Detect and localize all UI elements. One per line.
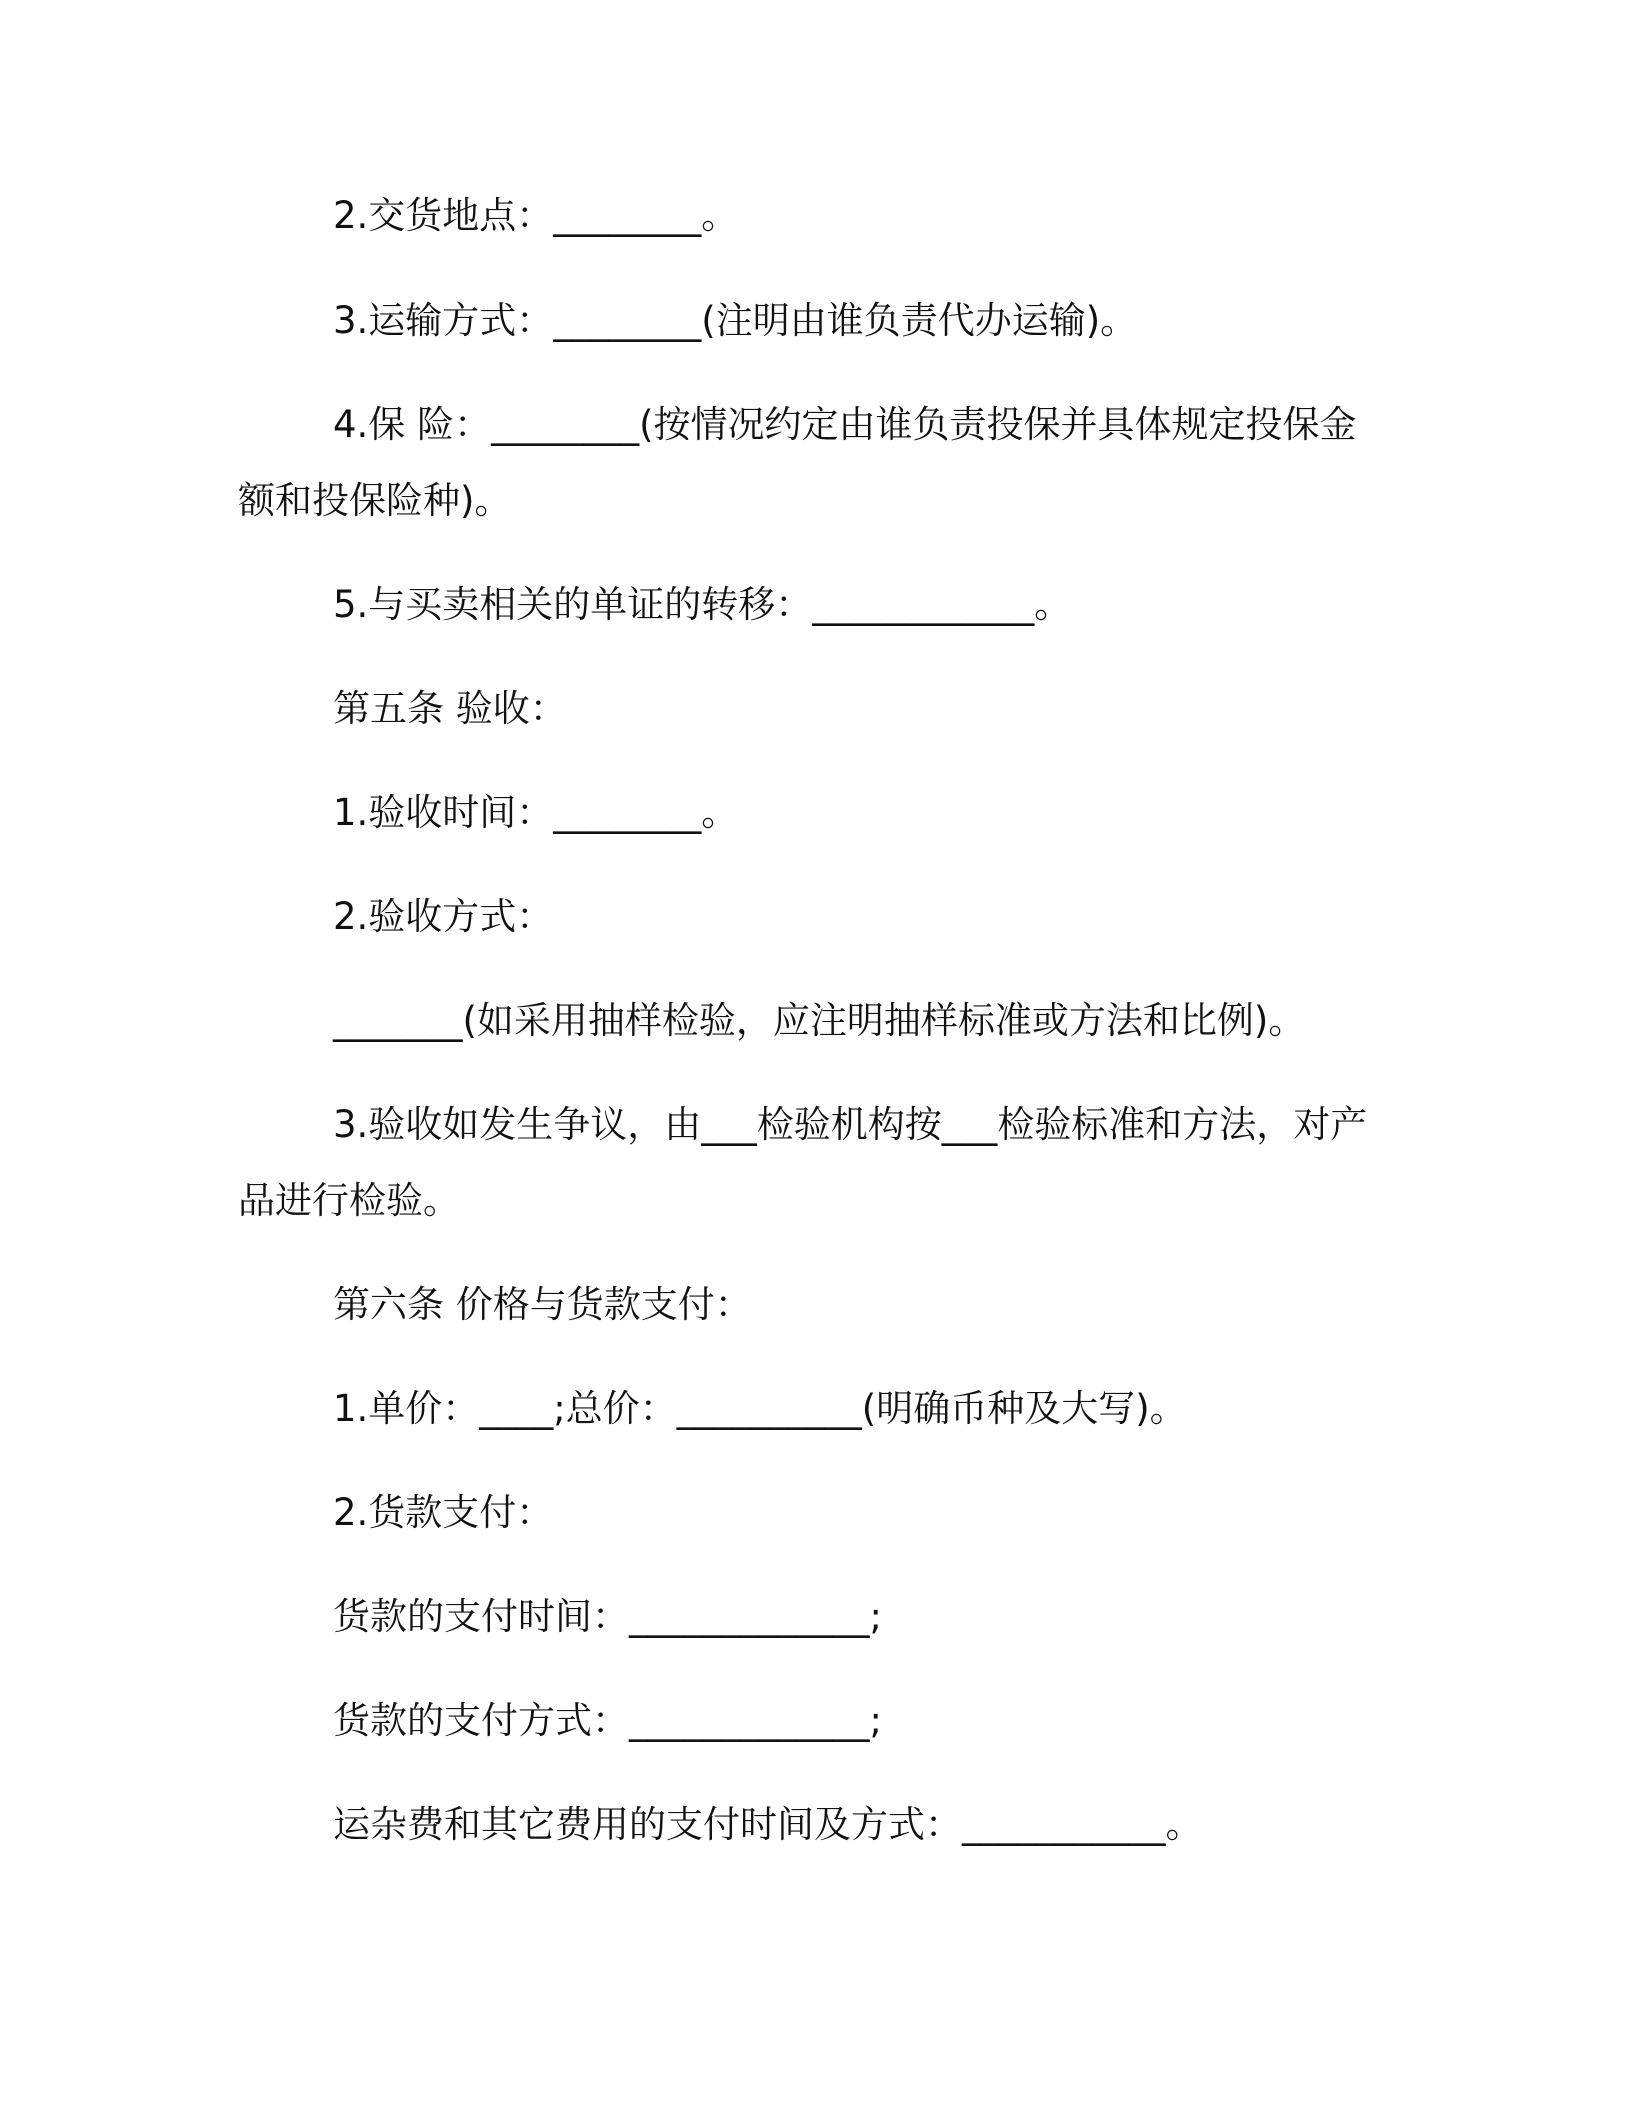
sampling-note-line: _______(如采用抽样检验，应注明抽样标准或方法和比例)。	[333, 999, 1306, 1042]
acceptance-method-line: 2.验收方式：	[333, 895, 554, 938]
unit-total-price-line: 1.单价：____;总价：__________(明确币种及大写)。	[333, 1387, 1187, 1430]
other-fees-line: 运杂费和其它费用的支付时间及方式：___________。	[333, 1803, 1203, 1846]
document-transfer-line: 5.与买卖相关的单证的转移：____________。	[333, 583, 1072, 626]
insurance-line-continued: 额和投保险种)。	[238, 479, 512, 522]
dispute-inspection-line: 3.验收如发生争议，由___检验机构按___检验标准和方法，对产	[333, 1103, 1368, 1146]
dispute-inspection-line-continued: 品进行检验。	[238, 1179, 460, 1222]
delivery-location-line: 2.交货地点：________。	[333, 194, 739, 237]
payment-heading-line: 2.货款支付：	[333, 1491, 554, 1534]
acceptance-time-line: 1.验收时间：________。	[333, 791, 739, 834]
payment-time-line: 货款的支付时间：_____________;	[333, 1595, 882, 1638]
insurance-line: 4.保 险：________(按情况约定由谁负责投保并具体规定投保金	[333, 403, 1357, 446]
article-six-heading: 第六条 价格与货款支付：	[333, 1283, 752, 1326]
transport-method-line: 3.运输方式：________(注明由谁负责代办运输)。	[333, 299, 1138, 342]
article-five-heading: 第五条 验收：	[333, 687, 567, 730]
payment-method-line: 货款的支付方式：_____________;	[333, 1699, 882, 1742]
